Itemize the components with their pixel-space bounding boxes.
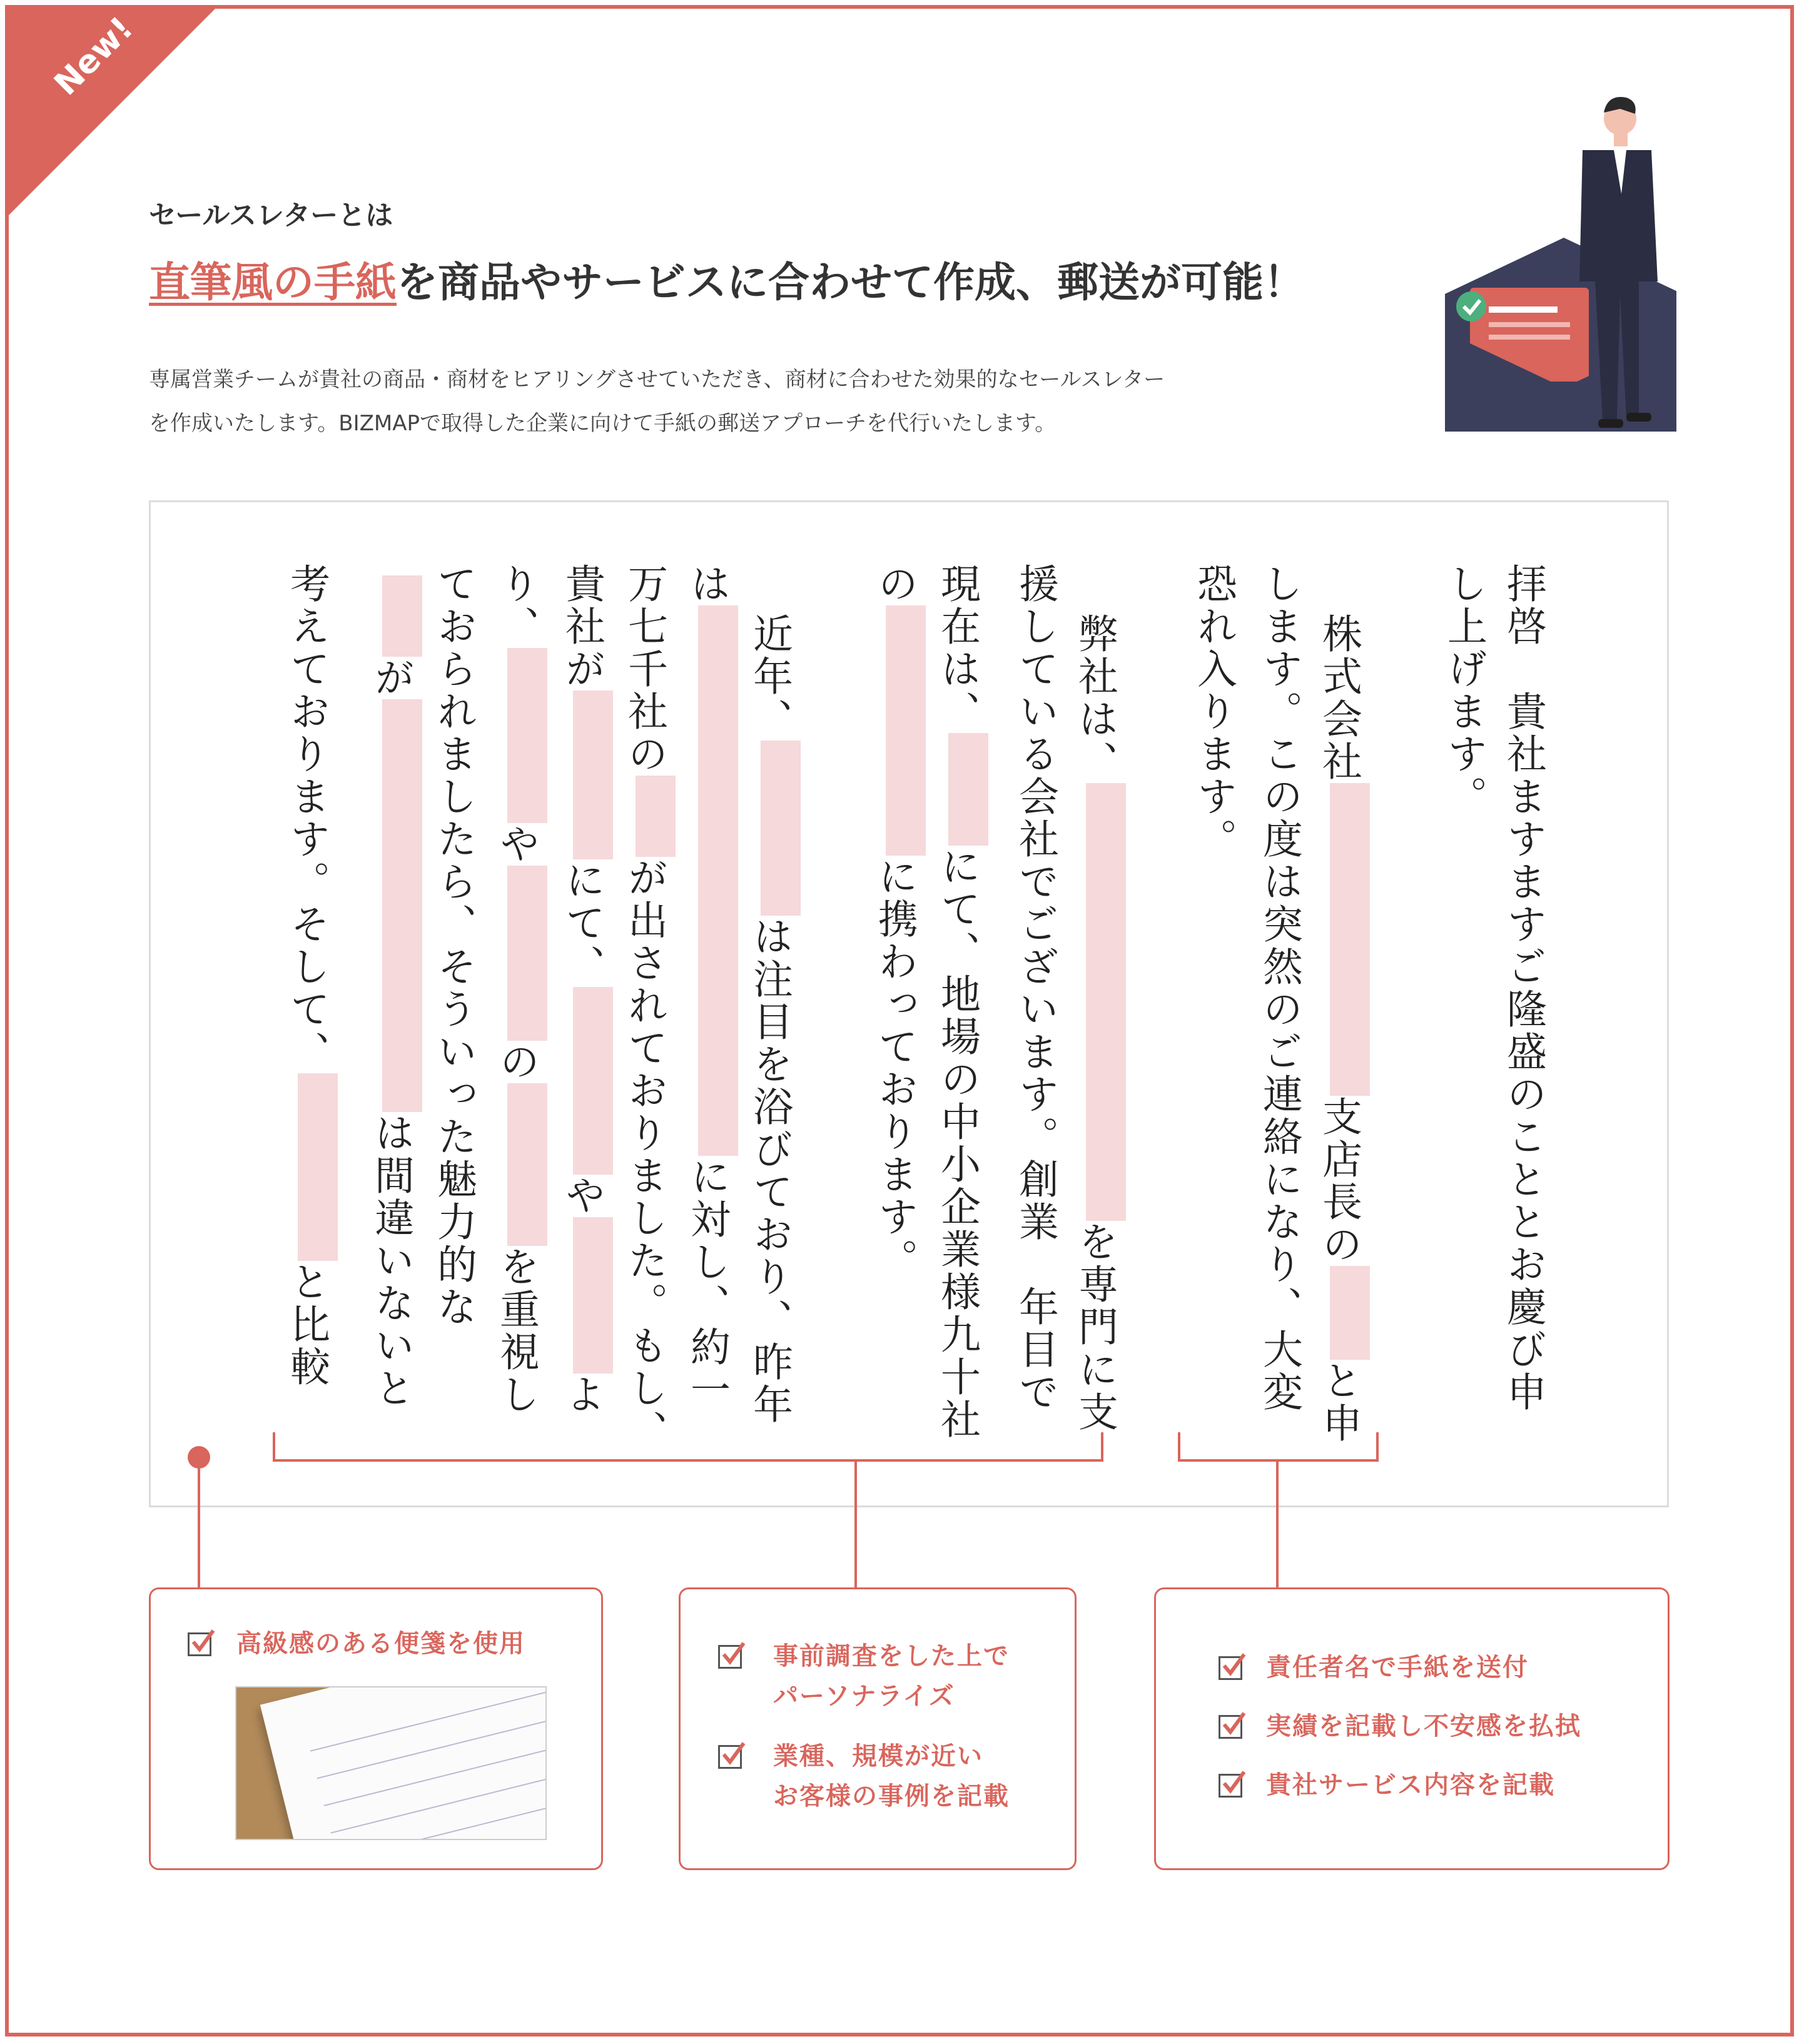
letter-column [613,563,676,1452]
letter-column [863,563,926,1281]
blank-field [573,1217,613,1374]
blank-field [636,776,676,857]
blank-field [298,1073,338,1261]
feature-item [773,1636,1010,1716]
blank-field [948,733,988,846]
letter-text: は [684,563,730,605]
letter-text: 近年、 [746,613,793,741]
letter-text: は注目を浴びており、昨年 [746,916,793,1426]
letter-text: 万七千社の [621,563,667,776]
letter-text: り、 [493,563,539,648]
letter-text: 貴社が [559,563,605,691]
letter-text: を専門に支 [1072,1221,1118,1434]
letter-column [275,563,338,1389]
blank-field [507,648,547,823]
headline-rest: を商品やサービスに合わせて作成、郵送が可能！ [397,258,1305,306]
letter-text: にて、 [559,859,605,987]
feature-item: 貴社サービス内容を記載 [1266,1771,1555,1799]
blank-field [507,1083,547,1246]
feature-item-line: お客様の事例を記載 [773,1782,1010,1811]
section-subtitle: セールスレターとは [149,200,393,231]
letter-text: や [493,823,539,866]
stationery-image [235,1686,547,1840]
letter-column: ておられましたら、そういった魅力的な [430,563,477,1328]
letter-text: が [368,657,414,699]
blank-field [1330,783,1370,1096]
letter-text: に携わっております。 [871,856,918,1281]
blank-field [573,691,613,859]
feature-item: 実績を記載し不安感を払拭 [1266,1712,1581,1741]
letter-column [1307,613,1370,1445]
businessman-illustration [1439,94,1676,438]
stationery-sheet [260,1686,547,1840]
letter-column: 援している会社でございます。創業 年目で [1012,563,1058,1414]
letter-text: 弊社は、 [1072,613,1118,783]
blank-field [761,741,801,916]
letter-text: と申 [1315,1360,1362,1445]
letter-text: は間違いないと [368,1112,414,1410]
blank-field [1086,783,1126,1221]
blank-field [382,575,422,657]
blank-field [698,605,738,1156]
letter-column [738,613,801,1426]
letter-text: 支店長の [1315,1096,1362,1266]
feature-item-line: パーソナライズ [773,1682,955,1711]
checkbox-icon [1219,1774,1242,1798]
letter-column [1063,613,1126,1434]
letter-text: を重視し [493,1246,539,1416]
feature-item: 高級感のある便箋を使用 [236,1629,525,1658]
blank-field [1330,1266,1370,1360]
letter-text: よ [559,1374,605,1416]
blank-field [886,605,926,856]
letter-text: の [493,1041,539,1083]
letter-text: に対し、約一 [684,1156,730,1411]
page-title [149,249,1305,308]
checkbox-icon [1219,1656,1242,1680]
letter-column [485,563,547,1416]
feature-card-research [679,1587,1077,1870]
letter-text: 考えております。そして、 [283,563,330,1073]
letter-text: が出されておりました。もし、 [621,857,667,1452]
letter-column [676,563,738,1411]
letter-text: 株式会社 [1315,613,1362,783]
blank-field [382,699,422,1112]
letter-column [926,563,988,1441]
checkbox-icon [718,1745,742,1769]
checkbox-icon [718,1645,742,1669]
description-line: 専属営業チームが貴社の商品・商材をヒアリングさせていただき、商材に合わせた効果的なセールスレター [149,367,1165,392]
letter-column [550,563,613,1416]
feature-item [773,1736,1010,1816]
feature-item-line: 業種、規模が近い [773,1742,983,1771]
letter-column: し上げます。 [1441,563,1487,818]
letter-column: 拝啓 貴社ますますご隆盛のこととお慶び申 [1500,563,1546,1414]
new-badge: New! [47,9,141,103]
letter-text: や [559,1175,605,1217]
checkbox-icon [188,1632,211,1656]
letter-column: 恐れ入ります。 [1190,563,1237,861]
blank-field [507,866,547,1041]
feature-item-line: 事前調査をした上で [773,1642,1010,1671]
letter-text: 現在は、 [934,563,980,733]
checkbox-icon [1219,1715,1242,1739]
blank-field [573,987,613,1175]
letter-column: します。この度は突然のご連絡になり、大変 [1256,563,1302,1414]
letter-text: にて、地場の中小企業様九十社 [934,846,980,1441]
headline-highlight: 直筆風の手紙 [149,258,397,306]
letter-text: の [871,563,918,605]
description-line: を作成いたします。BIZMAPで取得した企業に向けて手紙の郵送アプローチを代行いたします。 [149,411,1057,436]
letter-column [360,575,422,1410]
feature-item: 責任者名で手紙を送付 [1266,1653,1529,1682]
letter-text: と比較 [283,1261,330,1389]
section-description [149,358,1337,445]
check-badge-icon [1456,291,1486,321]
